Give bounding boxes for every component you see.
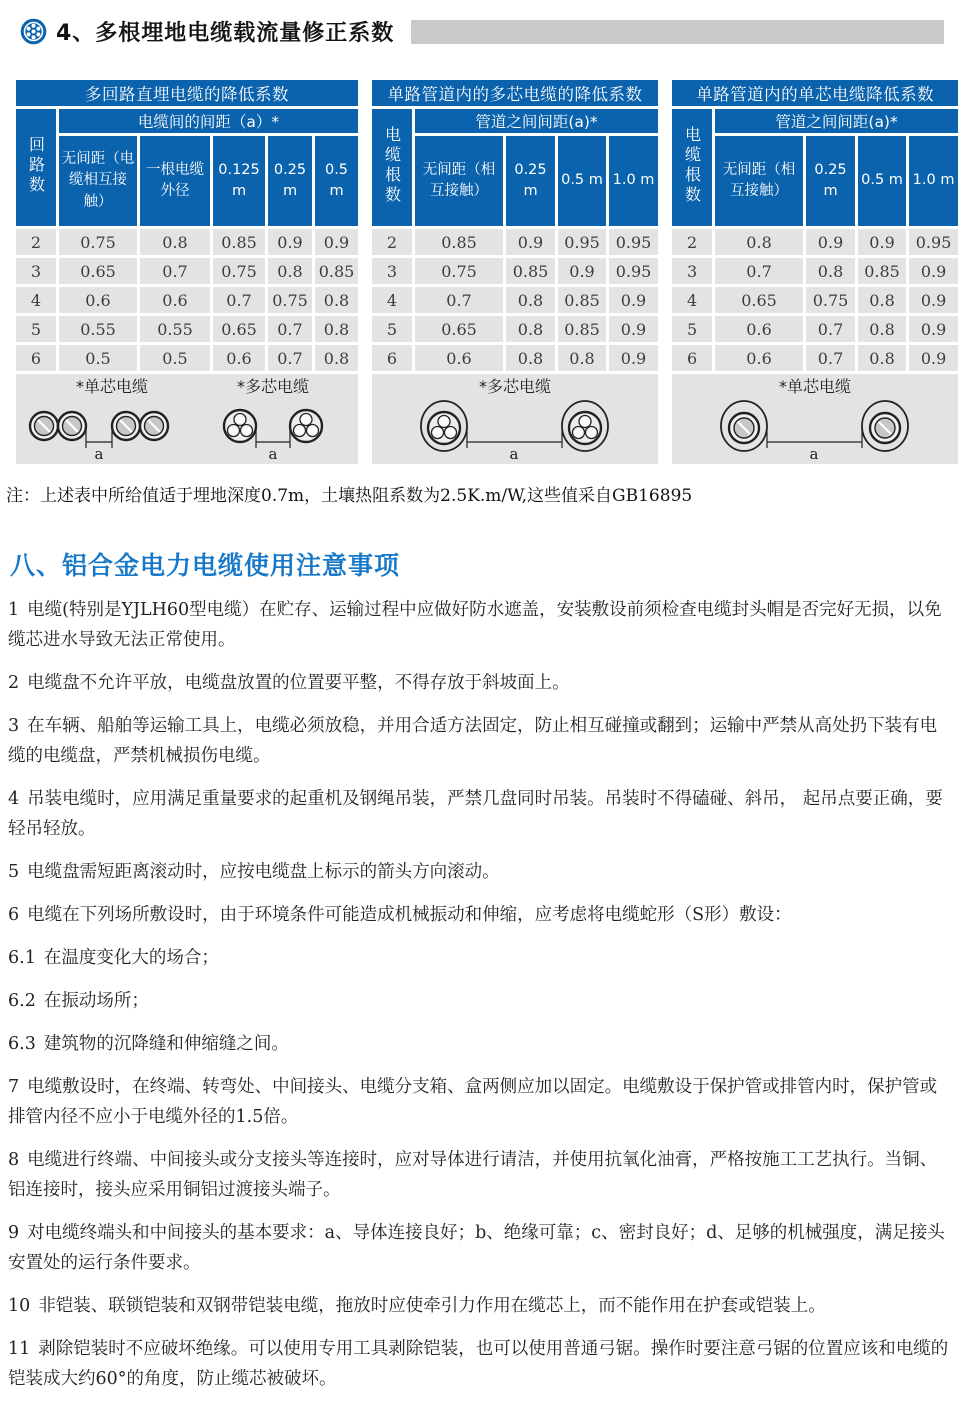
item-text: 在温度变化大的场合；	[43, 948, 219, 968]
dimension-label: a	[268, 445, 278, 463]
item-text: 吊装电缆时，应用满足重量要求的起重机及钢绳吊装，严禁几盘同时吊装。吊装时不得磕碰、斜吊， 起吊点要正确，要轻吊轻放。	[8, 789, 943, 839]
item-text: 建筑物的沉降缝和伸缩缝之间。	[43, 1034, 289, 1054]
table-cell: 0.9	[609, 287, 658, 313]
column-header: 0.25 m	[806, 136, 855, 226]
table-cell: 0.5	[59, 345, 137, 371]
table-cell: 0.85	[315, 258, 358, 284]
conduit-spacing-diagram	[672, 374, 958, 464]
item-number: 9	[8, 1223, 20, 1243]
table-cell: 0.75	[59, 229, 137, 255]
column-header-row	[16, 136, 358, 226]
corner-header: 回路数	[16, 109, 56, 226]
table-cell: 0.9	[609, 316, 658, 342]
table-cell: 0.65	[213, 316, 265, 342]
item-text: 电缆敷设时，在终端、转弯处、中间接头、电缆分支箱、盒两侧应加以固定。电缆敷设于保护管或排管内时，保护管或排管内径不应小于电缆外径的1.5倍。	[8, 1077, 938, 1127]
list-item	[8, 784, 952, 844]
table-cell: 0.9	[909, 258, 958, 284]
table-row	[672, 229, 958, 255]
table-row	[16, 229, 358, 255]
list-item	[8, 1072, 952, 1132]
table-cell: 0.8	[315, 345, 358, 371]
list-item	[8, 1145, 952, 1205]
table-cell: 0.8	[506, 287, 555, 313]
table-cell: 0.55	[140, 316, 210, 342]
table-cell: 0.6	[213, 345, 265, 371]
table-row	[16, 316, 358, 342]
table-row	[16, 345, 358, 371]
item-text: 电缆(特别是YJLH60型电缆）在贮存、运输过程中应做好防水遮盖，安装敷设前须检查电缆封头帽是否完好无损，以免缆芯进水导致无法正常使用。	[8, 600, 942, 650]
table-cell: 0.9	[909, 345, 958, 371]
table-cell: 6	[372, 345, 412, 371]
table-cell: 0.8	[140, 229, 210, 255]
span-header: 管道之间间距(a)*	[415, 109, 658, 133]
table-cell: 0.85	[858, 258, 906, 284]
table-title: 多回路直埋电缆的降低系数	[16, 80, 358, 106]
column-header: 一根电缆外径	[140, 136, 210, 226]
table-singlecore-conduit	[669, 77, 960, 467]
dimension-label: a	[809, 445, 819, 463]
table-cell: 0.8	[268, 258, 312, 284]
table-cell: 0.75	[213, 258, 265, 284]
table-cell: 0.8	[315, 316, 358, 342]
item-text: 电缆盘需短距离滚动时，应按电缆盘上标示的箭头方向滚动。	[27, 862, 500, 882]
section-heading: 八、铝合金电力电缆使用注意事项	[10, 551, 401, 580]
table-cell: 0.9	[806, 229, 855, 255]
table-cell: 0.9	[558, 258, 606, 284]
item-text: 电缆进行终端、中间接头或分支接头等连接时，应对导体进行请洁，并使用抗氧化油膏，严格按施工工艺执行。当铜、铝连接时，接头应采用铜铝过渡接头端子。	[8, 1150, 938, 1200]
table-cell: 0.8	[506, 316, 555, 342]
cable-spacing-diagram	[16, 374, 358, 464]
table-cell: 4	[16, 287, 56, 313]
table-cell: 0.95	[609, 229, 658, 255]
table-row	[672, 316, 958, 342]
table-note: 注：上述表中所给值适于埋地深度0.7m，土壤热阻系数为2.5K.m/W,这些值采自GB16895	[6, 486, 693, 506]
list-item	[8, 900, 952, 930]
column-header: 无间距（相互接触）	[415, 136, 503, 226]
table-cell: 0.5	[140, 345, 210, 371]
item-number: 6.1	[8, 948, 36, 968]
span-header: 管道之间间距(a)*	[715, 109, 958, 133]
table-cell: 0.7	[213, 287, 265, 313]
dimension-label: a	[94, 445, 104, 463]
table-cell: 0.7	[268, 345, 312, 371]
table-row	[372, 287, 658, 313]
diagram-label: *多芯电缆	[478, 377, 552, 396]
table-row	[672, 287, 958, 313]
diagram-label: *单芯电缆	[779, 377, 852, 396]
table-row	[372, 229, 658, 255]
dimension-label: a	[509, 445, 519, 463]
item-number: 3	[8, 716, 20, 736]
column-header: 0.5 m	[558, 136, 606, 226]
table-cell: 0.85	[213, 229, 265, 255]
table-cell: 0.8	[715, 229, 803, 255]
table-title: 单路管道内的单芯电缆降低系数	[672, 80, 958, 106]
table-cell: 3	[672, 258, 712, 284]
table-cell: 3	[372, 258, 412, 284]
title-underline-bar	[411, 20, 944, 44]
table-cell: 0.8	[858, 316, 906, 342]
table-cell: 6	[16, 345, 56, 371]
table-cell: 0.9	[609, 345, 658, 371]
diagram-label: *单芯电缆	[75, 377, 149, 396]
item-text: 对电缆终端头和中间接头的基本要求：a、导体连接良好；b、绝缘可靠；c、密封良好；d、足够的机械强度，满足接头安置处的运行条件要求。	[8, 1223, 945, 1273]
table-cell: 0.65	[59, 258, 137, 284]
column-header: 无间距（电缆相互接触）	[59, 136, 137, 226]
table-cell: 0.85	[415, 229, 503, 255]
list-item	[8, 1029, 952, 1059]
table-cell: 0.7	[806, 316, 855, 342]
table-row	[372, 258, 658, 284]
table-cell: 0.6	[140, 287, 210, 313]
table-cell: 5	[372, 316, 412, 342]
span-header: 电缆间的间距（a）*	[59, 109, 358, 133]
table-cell: 0.8	[858, 345, 906, 371]
list-item	[8, 711, 952, 771]
table-row	[372, 316, 658, 342]
table-cell: 0.7	[415, 287, 503, 313]
page-title: 4、多根埋地电缆载流量修正系数	[56, 21, 395, 46]
table-cell: 0.8	[506, 345, 555, 371]
table-cell: 0.6	[715, 345, 803, 371]
column-header: 无间距（相互接触）	[715, 136, 803, 226]
table-cell: 3	[16, 258, 56, 284]
item-number: 7	[8, 1077, 20, 1097]
table-cell: 0.75	[415, 258, 503, 284]
item-text: 剥除铠装时不应破坏绝缘。可以使用专用工具剥除铠装，也可以使用普通弓锯。操作时要注意弓锯的位置应该和电缆的铠装成大约60°的角度，防止缆芯被破坏。	[8, 1339, 949, 1389]
list-item	[8, 943, 952, 973]
conduit-spacing-diagram	[372, 374, 658, 464]
table-cell: 0.7	[806, 345, 855, 371]
table-cell: 0.9	[858, 229, 906, 255]
table-cell: 0.75	[806, 287, 855, 313]
item-number: 4	[8, 789, 20, 809]
column-header-row	[372, 136, 658, 226]
table-cell: 0.55	[59, 316, 137, 342]
table-cell: 0.8	[858, 287, 906, 313]
item-number: 8	[8, 1150, 20, 1170]
item-number: 11	[8, 1339, 31, 1359]
corner-header: 电缆根数	[372, 109, 412, 226]
table-row	[672, 258, 958, 284]
list-item	[8, 595, 952, 655]
table-cell: 0.65	[415, 316, 503, 342]
table-cell: 0.75	[268, 287, 312, 313]
table-cell: 0.95	[909, 229, 958, 255]
item-text: 在振动场所；	[43, 991, 149, 1011]
table-cell: 0.8	[806, 258, 855, 284]
item-text: 电缆在下列场所敷设时，由于环境条件可能造成机械振动和伸缩，应考虑将电缆蛇形（S形）敷设：	[27, 905, 792, 925]
list-item	[8, 857, 952, 887]
table-cell: 0.9	[506, 229, 555, 255]
table-title: 单路管道内的多芯电缆的降低系数	[372, 80, 658, 106]
table-multicore-conduit	[369, 77, 661, 467]
table-cell: 0.6	[715, 316, 803, 342]
table-cell: 2	[372, 229, 412, 255]
correction-tables	[13, 77, 955, 467]
doc-header	[0, 0, 960, 47]
diagram-label: *多芯电缆	[236, 377, 310, 396]
column-header: 0.125 m	[213, 136, 265, 226]
table-cell: 0.85	[558, 316, 606, 342]
table-row	[16, 258, 358, 284]
table-direct-buried	[13, 77, 361, 467]
table-cell: 0.8	[558, 345, 606, 371]
list-item	[8, 1291, 952, 1321]
item-text: 非铠装、联锁铠装和双钢带铠装电缆，拖放时应使牵引力作用在缆芯上，而不能作用在护套或铠装上。	[38, 1296, 826, 1316]
list-item	[8, 1218, 952, 1278]
item-number: 5	[8, 862, 20, 882]
table-cell: 0.7	[715, 258, 803, 284]
table-cell: 0.95	[609, 258, 658, 284]
table-cell: 0.85	[558, 287, 606, 313]
table-cell: 2	[16, 229, 56, 255]
table-cell: 4	[672, 287, 712, 313]
column-header: 0.5 m	[858, 136, 906, 226]
table-cell: 5	[672, 316, 712, 342]
item-text: 在车辆、船舶等运输工具上，电缆必须放稳，并用合适方法固定，防止相互碰撞或翻到；运输中严禁从高处扔下装有电缆的电缆盘，严禁机械损伤电缆。	[8, 716, 938, 766]
cable-section-icon	[20, 18, 47, 45]
table-cell: 5	[16, 316, 56, 342]
item-number: 6.3	[8, 1034, 36, 1054]
table-cell: 0.7	[268, 316, 312, 342]
table-cell: 2	[672, 229, 712, 255]
table-cell: 0.85	[506, 258, 555, 284]
table-cell: 0.95	[558, 229, 606, 255]
table-row	[372, 345, 658, 371]
column-header: 0.25 m	[506, 136, 555, 226]
list-item	[8, 668, 952, 698]
table-cell: 0.6	[415, 345, 503, 371]
table-cell: 0.65	[715, 287, 803, 313]
table-cell: 0.9	[315, 229, 358, 255]
item-number: 6.2	[8, 991, 36, 1011]
list-item	[8, 986, 952, 1016]
item-number: 6	[8, 905, 20, 925]
table-cell: 0.9	[268, 229, 312, 255]
table-cell: 4	[372, 287, 412, 313]
column-header: 1.0 m	[909, 136, 958, 226]
item-number: 2	[8, 673, 20, 693]
column-header: 0.5 m	[315, 136, 358, 226]
table-cell: 0.6	[59, 287, 137, 313]
item-number: 10	[8, 1296, 31, 1316]
column-header-row	[672, 136, 958, 226]
table-row	[16, 287, 358, 313]
table-cell: 0.9	[909, 287, 958, 313]
table-cell: 6	[672, 345, 712, 371]
table-cell: 0.8	[315, 287, 358, 313]
table-row	[672, 345, 958, 371]
item-text: 电缆盘不允许平放，电缆盘放置的位置要平整，不得存放于斜坡面上。	[27, 673, 570, 693]
column-header: 0.25 m	[268, 136, 312, 226]
corner-header: 电缆根数	[672, 109, 712, 226]
table-cell: 0.9	[909, 316, 958, 342]
item-number: 1	[8, 600, 20, 620]
list-item	[8, 1334, 952, 1394]
table-cell: 0.7	[140, 258, 210, 284]
usage-notes-list	[8, 595, 952, 1394]
column-header: 1.0 m	[609, 136, 658, 226]
